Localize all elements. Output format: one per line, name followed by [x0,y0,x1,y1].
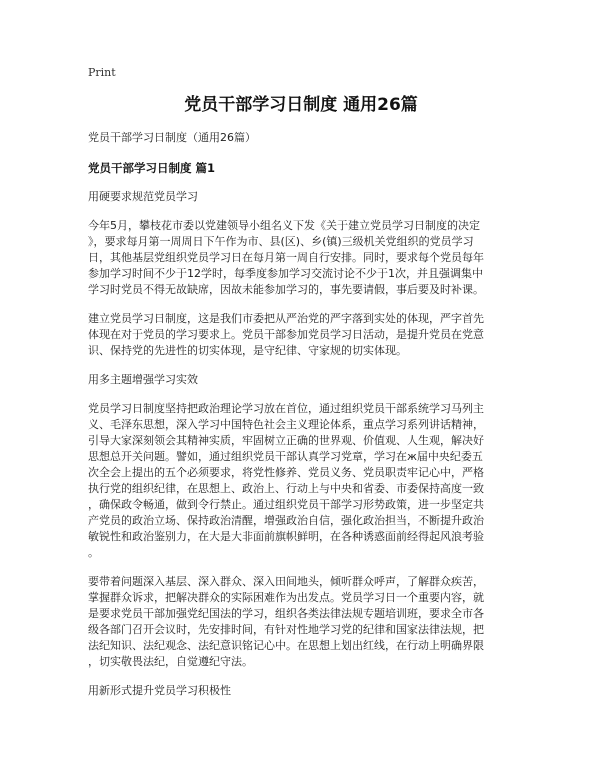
paragraph-line: 是要求党员干部加强党纪国法的学习，组织各类法律法规专题培训班，要求全市各 [88,607,484,620]
section-heading: 党员干部学习日制度 篇1 [88,161,216,175]
paragraph-line: 。 [88,546,99,559]
paragraph-line: 今年5月，攀枝花市委以党建领导小组名义下发《关于建立党员学习日制度的决定 [88,219,480,232]
subsection-heading: 用新形式提升党员学习积极性 [88,684,231,697]
paragraph-line: 参加学习时间不少于12学时，每季度参加学习交流讨论不少于1次，并且强调集中 [88,267,483,280]
paragraph [88,574,514,670]
paragraph-line: 次全会上提出的五个必须要求，将党性修养、党员义务、党员职责牢记心中，严格 [88,466,484,479]
paragraph-line: 日，其他基层党组织党员学习日在每月第一周自行安排。同时，要求每个党员每年 [88,251,484,264]
paragraph-line: 体现在对于党员的学习要求上。党员干部参加党员学习日活动，是提升党员在党意 [88,328,484,341]
paragraph [88,311,514,359]
paragraph-line: 掌握群众诉求，把解决群众的实际困难作为出发点。党员学习日一个重要内容，就 [88,591,484,604]
paragraph-line: 产党员的政治立场、保持政治清醒，增强政治自信，强化政治担当，不断提升政治 [88,514,484,527]
paragraph-line: 》，要求每月第一周周日下午作为市、县(区)、乡(镇)三级机关党组织的党员学习 [88,235,474,248]
paragraph-line: 建立党员学习日制度，这是我们市委把从严治党的严字落到实处的体现，严字首先 [88,312,484,325]
paragraph-line: 义、毛泽东思想，深入学习中国特色社会主义理论体系，重点学习系列讲话精神， [88,418,484,431]
print-label[interactable]: Print [88,66,116,79]
document-title: 党员干部学习日制度 通用26篇 [184,95,418,115]
paragraph-line: 引导大家深刻领会其精神实质，牢固树立正确的世界观、价值观、人生观，解决好 [88,434,484,447]
paragraph-line: ，确保政令畅通，做到令行禁止。通过组织党员干部学习形势政策，进一步坚定共 [88,498,484,511]
paragraph-line: 思想总开关问题。譬如，通过组织党员干部认真学习党章，学习在ж届中央纪委五 [88,450,483,463]
subsection-heading: 用硬要求规范党员学习 [88,190,198,203]
paragraph-line: 要带着问题深入基层、深入群众、深入田间地头，倾听群众呼声，了解群众疾苦， [88,575,484,588]
paragraph-line: 识、保持党的先进性的切实体现，是守纪律、守家规的切实体现。 [88,344,407,357]
paragraph-line: 党员学习日制度坚持把政治理论学习放在首位，通过组织党员干部系统学习马列主 [88,402,484,415]
document-subtitle: 党员干部学习日制度（通用26篇） [88,131,256,144]
paragraph-line: ，切实敬畏法纪，自觉遵纪守法。 [88,655,253,668]
paragraph-line: 级各部门召开会议时，先安排时间，有针对性地学习党的纪律和国家法律法规，把 [88,623,484,636]
paragraph-line: 执行党的组织纪律，在思想上、政治上、行动上与中央和省委、市委保持高度一致 [88,482,484,495]
paragraph-line: 法纪知识、法纪观念、法纪意识铭记心中。在思想上划出红线，在行动上明确界限 [88,639,484,652]
paragraph-line: 学习时党员不得无故缺席，因故未能参加学习的，事先要请假，事后要及时补课。 [88,283,484,296]
subsection-heading: 用多主题增强学习实效 [88,373,198,386]
document-page [88,66,514,712]
paragraph [88,401,514,561]
paragraph [88,218,514,298]
paragraph-line: 敏锐性和政治鉴别力，在大是大非面前旗帜鲜明，在各种诱惑面前经得起风浪考验 [88,530,484,543]
